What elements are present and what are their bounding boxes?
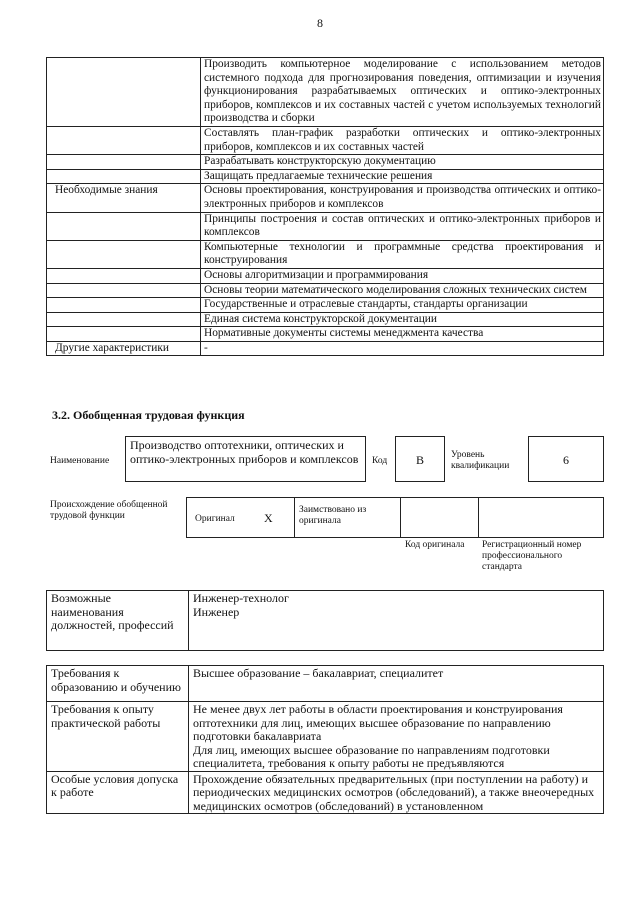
position-item: Инженер	[193, 604, 240, 619]
row-text: Разрабатывать конструкторскую документацию	[201, 155, 604, 170]
requirement-label: Требования к образованию и обучению	[47, 666, 189, 702]
row-label	[47, 155, 201, 170]
table-row	[47, 298, 604, 313]
original-label: Оригинал	[195, 514, 235, 524]
function-name-box	[125, 436, 366, 482]
table-row	[47, 283, 604, 298]
row-label	[47, 312, 201, 327]
position-item: Инженер-технолог	[193, 591, 289, 605]
requirement-line: Прохождение обязательных предварительных (при поступлении на работу) и периодических медицинских осмотров (обследований), а также внеочередных медицинских осмотров (обследований) в установленном	[193, 771, 595, 813]
requirements-table	[46, 665, 604, 814]
code-label: Код	[372, 456, 388, 466]
row-label: Другие характеристики	[47, 341, 201, 356]
row-label	[47, 126, 201, 154]
row-text: Основы алгоритмизации и программирования	[201, 268, 604, 283]
row-text: -	[201, 341, 604, 356]
row-text: Основы теории математического моделирования сложных технических систем	[201, 283, 604, 298]
table-row	[47, 666, 604, 702]
row-label: Необходимые знания	[47, 184, 201, 212]
table-row	[47, 169, 604, 184]
code-value: B	[395, 436, 445, 482]
positions-table	[46, 590, 604, 651]
row-label	[47, 298, 201, 313]
row-text: Основы проектирования, конструирования и производства оптических и оптико-электронных приборов и комплексов	[201, 184, 604, 212]
requirement-label: Требования к опыту практической работы	[47, 702, 189, 772]
row-text: Государственные и отраслевые стандарты, стандарты организации	[201, 298, 604, 313]
skills-knowledge-table	[46, 57, 604, 356]
page-number: 8	[317, 16, 323, 30]
table-row	[47, 771, 604, 814]
row-label	[47, 240, 201, 268]
positions-values	[189, 591, 604, 651]
row-text: Единая система конструкторской документации	[201, 312, 604, 327]
origin-label: Происхождение обобщенной трудовой функции	[50, 500, 168, 521]
row-label	[47, 327, 201, 342]
table-row	[47, 155, 604, 170]
row-label	[47, 283, 201, 298]
table-row	[47, 312, 604, 327]
requirement-text	[189, 666, 604, 702]
row-text: Защищать предлагаемые технические решения	[201, 169, 604, 184]
level-value: 6	[528, 436, 604, 482]
requirement-line: Для лиц, имеющих высшее образование по направлениям подготовки специалитета, требования к опыту работы не предъявляются	[193, 742, 550, 770]
borrowed-label: Заимствовано из оригинала	[299, 505, 367, 526]
table-row	[47, 702, 604, 772]
level-label: Уровень квалификации	[451, 450, 510, 471]
table-row	[47, 327, 604, 342]
requirement-line: Высшее образование – бакалавриат, специалитет	[193, 666, 444, 680]
function-name: Производство оптотехники, оптических и оптико-электронных приборов и комплексов	[130, 438, 359, 466]
reg-number-label: Регистрационный номер профессионального стандарта	[482, 540, 582, 572]
requirement-text	[189, 771, 604, 814]
origin-box	[186, 497, 604, 538]
code-original-label: Код оригинала	[405, 540, 465, 550]
row-label	[47, 58, 201, 127]
positions-label: Возможные наименования должностей, профессий	[47, 591, 189, 651]
requirement-text	[189, 702, 604, 772]
name-label: Наименование	[50, 456, 110, 466]
row-text: Нормативные документы системы менеджмента качества	[201, 327, 604, 342]
row-label	[47, 268, 201, 283]
table-row	[47, 341, 604, 356]
row-text: Компьютерные технологии и программные средства проектирования и конструирования	[201, 240, 604, 268]
table-row	[47, 126, 604, 154]
table-row	[47, 212, 604, 240]
requirement-label: Особые условия допуска к работе	[47, 771, 189, 814]
row-text: Составлять план-график разработки оптических и оптико-электронных приборов, комплексов и их составных частей	[201, 126, 604, 154]
section-title: 3.2. Обобщенная трудовая функция	[52, 408, 245, 422]
row-label	[47, 212, 201, 240]
row-text: Производить компьютерное моделирование с использованием методов системного подхода для прогнозирования поведения, оптимизации и изучения функционирования разрабатываемых оптических и оптико-электронных приборов, комплексов и их составных частей с учетом используемых технологий производства и сборки	[201, 58, 604, 127]
table-row	[47, 58, 604, 127]
row-label	[47, 169, 201, 184]
row-text: Принципы построения и состав оптических и оптико-электронных приборов и комплексов	[201, 212, 604, 240]
original-mark: X	[264, 511, 273, 525]
table-row	[47, 240, 604, 268]
table-row	[47, 268, 604, 283]
table-row	[47, 184, 604, 212]
requirement-line: Не менее двух лет работы в области проектирования и конструирования оптотехники для лиц, имеющих высшее образование по направлению подготовки бакалавриата	[193, 702, 563, 743]
